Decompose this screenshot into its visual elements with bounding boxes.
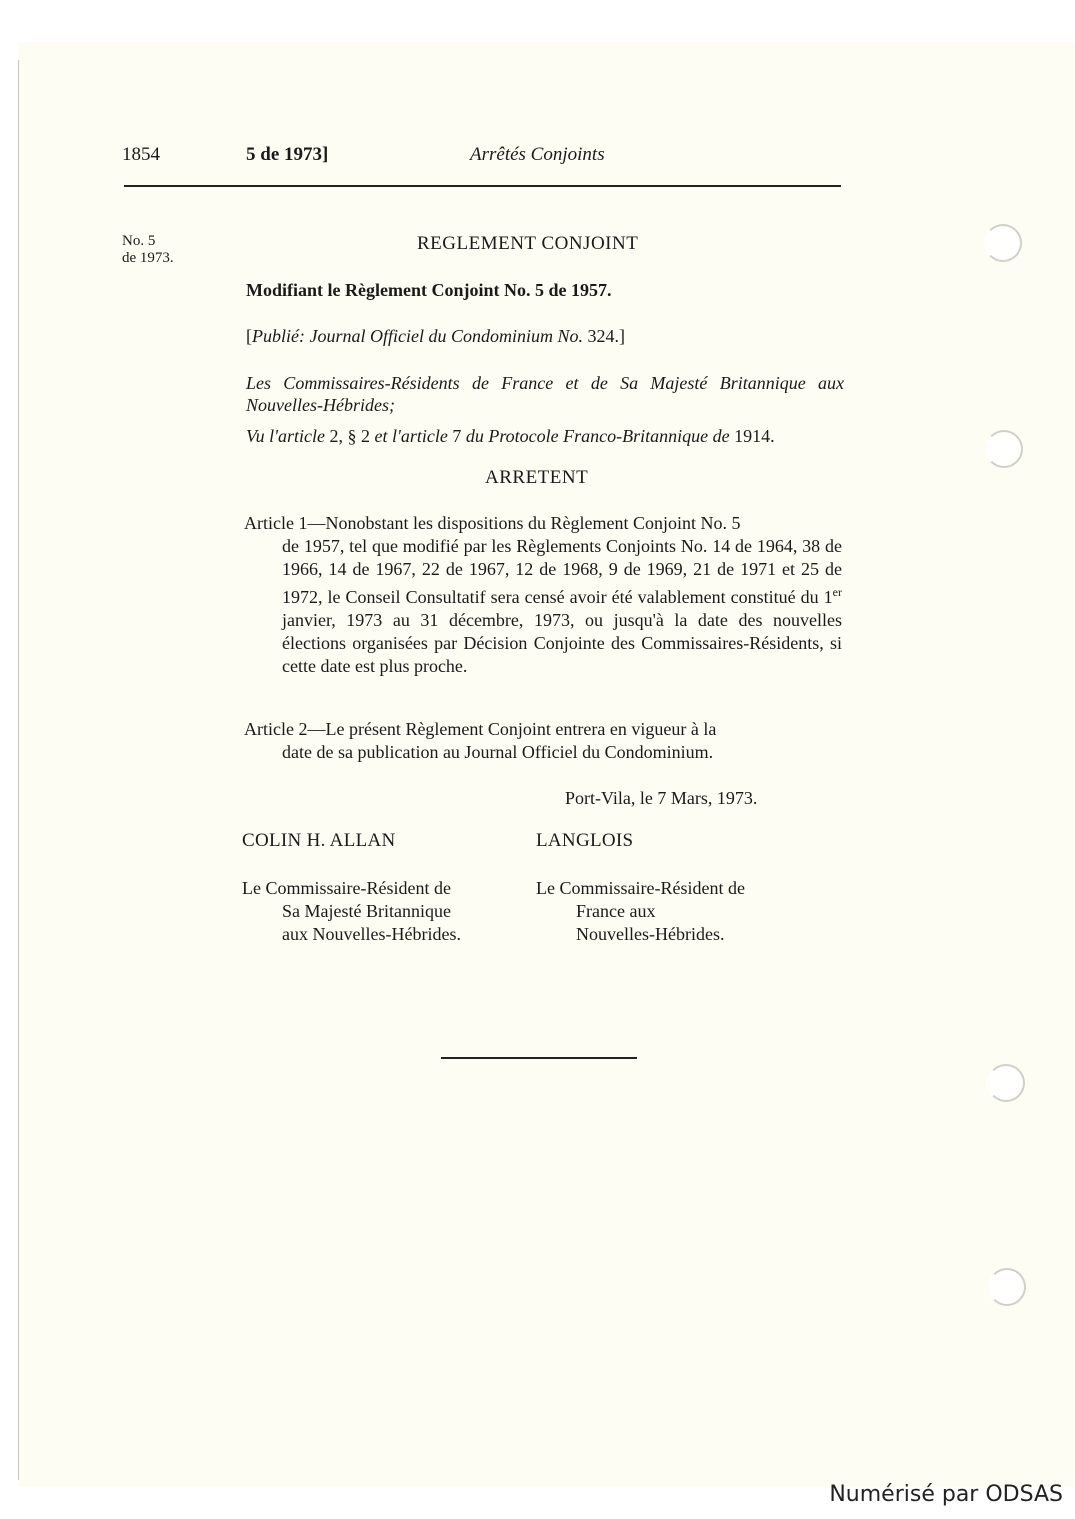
punch-hole bbox=[987, 1064, 1025, 1102]
page-number: 1854 bbox=[122, 144, 160, 165]
article-1-body-a: de 1957, tel que modifié par les Règlements Conjoints No. 14 de 1964, 38 de 1966, 14 de 1967, 22 de 1967, 12 de 1968, 9 de 1969, 21 de 1971 et 25 de 1972, le Conseil Consultatif sera censé avoir été valablement constitué du 1 bbox=[282, 536, 842, 607]
signatory-right-name: LANGLOIS bbox=[536, 830, 634, 851]
article-1 bbox=[244, 512, 842, 678]
page-edge bbox=[18, 60, 19, 1480]
document-title: REGLEMENT CONJOINT bbox=[417, 233, 639, 254]
preamble-article-num: 7 bbox=[447, 426, 466, 446]
article-2-body: date de sa publication au Journal Officiel du Condominium. bbox=[282, 742, 714, 762]
signatory-left-line1: Le Commissaire-Résident de bbox=[242, 878, 451, 898]
article-2 bbox=[244, 718, 842, 764]
publication-source: Publié: Journal Officiel du Condominium No. bbox=[252, 326, 583, 346]
signatory-right-line1: Le Commissaire-Résident de bbox=[536, 878, 745, 898]
article-2-first-line: Article 2—Le présent Règlement Conjoint entrera en vigueur à la bbox=[244, 719, 717, 739]
signatory-left-line2: Sa Majesté Britannique bbox=[282, 901, 451, 921]
article-1-first-line: Article 1—Nonobstant les dispositions du Règlement Conjoint No. 5 bbox=[244, 513, 741, 533]
article-1-superscript: er bbox=[832, 585, 842, 599]
signatory-left-title bbox=[242, 877, 461, 946]
digitization-watermark: Numérisé par ODSAS bbox=[829, 1482, 1063, 1507]
operative-heading: ARRETENT bbox=[485, 467, 589, 488]
end-rule bbox=[441, 1057, 637, 1059]
publication-note bbox=[246, 326, 625, 347]
preamble-and-article: et l'article bbox=[374, 426, 448, 446]
document-subtitle: Modifiant le Règlement Conjoint No. 5 de 1957. bbox=[246, 280, 612, 300]
header-reference: 5 de 1973] bbox=[246, 144, 329, 165]
preamble-protocol-name: du Protocole Franco-Britannique de bbox=[465, 426, 730, 446]
signatory-left-line3: aux Nouvelles-Hébrides. bbox=[282, 924, 461, 944]
preamble-year: 1914. bbox=[729, 426, 775, 446]
signatory-right-line2: France aux bbox=[576, 901, 656, 921]
publication-open: [ bbox=[246, 326, 252, 346]
preamble-article-ref: 2, § 2 bbox=[325, 426, 375, 446]
header-section-title: Arrêtés Conjoints bbox=[470, 144, 605, 165]
margin-note-line1: No. 5 bbox=[122, 233, 156, 249]
header-rule bbox=[124, 185, 841, 187]
punch-hole bbox=[985, 430, 1023, 468]
punch-hole bbox=[984, 224, 1022, 262]
place-date: Port-Vila, le 7 Mars, 1973. bbox=[565, 788, 758, 808]
signatory-right-title bbox=[536, 877, 745, 946]
publication-number: 324.] bbox=[582, 326, 625, 346]
article-1-body-b: janvier, 1973 au 31 décembre, 1973, ou jusqu'à la date des nouvelles élections organisées par Décision Conjointe des Commissaires-Résidents, si cette date est plus proche. bbox=[282, 610, 842, 676]
margin-note bbox=[122, 233, 174, 267]
paper-sheet bbox=[18, 42, 1075, 1487]
preamble-vu: Vu l'article bbox=[246, 426, 325, 446]
article-1-body bbox=[244, 535, 842, 678]
signatory-right-line3: Nouvelles-Hébrides. bbox=[576, 924, 725, 944]
signatory-left-name: COLIN H. ALLAN bbox=[242, 830, 396, 851]
margin-note-line2: de 1973. bbox=[122, 250, 174, 266]
preamble-commissioners: Les Commissaires-Résidents de France et de Sa Majesté Britannique aux Nouvelles-Hébrides; bbox=[246, 373, 844, 415]
preamble-protocol bbox=[246, 425, 844, 447]
punch-hole bbox=[988, 1268, 1026, 1306]
